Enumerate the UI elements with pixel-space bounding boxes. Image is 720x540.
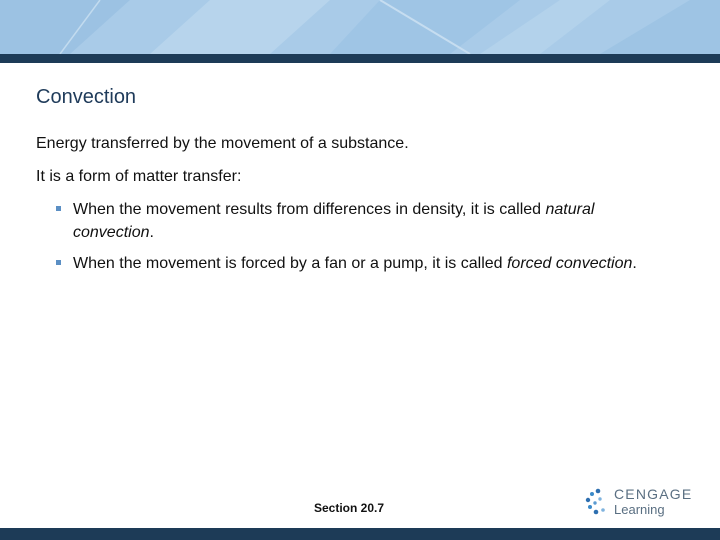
bullet-marker [56,260,61,265]
emphasis-term: natural convection [73,201,595,241]
bottom-bar [0,528,720,540]
definition-text: Energy transferred by the movement of a substance. [36,135,409,152]
intro-text: It is a form of matter transfer: [36,168,242,185]
bullet-text: When the movement results from differences in density, it is called natural convection. [73,201,595,241]
cengage-mark-icon [585,488,609,516]
top-banner [0,0,720,54]
emphasis-term: forced convection [506,255,633,272]
section-label: Section 20.7 [314,501,385,515]
banner-rule [0,54,720,63]
logo-subtext: Learning [614,502,665,517]
bullet-text: When the movement is forced by a fan or a pump, it is called forced convection. [73,255,637,272]
bullet-marker [56,206,61,211]
logo-wordmark: CENGAGE [614,486,693,502]
bullet-forced-convection [56,252,676,275]
cengage-logo [585,486,695,520]
slide-title: Convection [36,86,137,108]
bullet-natural-convection [56,198,676,244]
banner-graphic [0,0,720,54]
